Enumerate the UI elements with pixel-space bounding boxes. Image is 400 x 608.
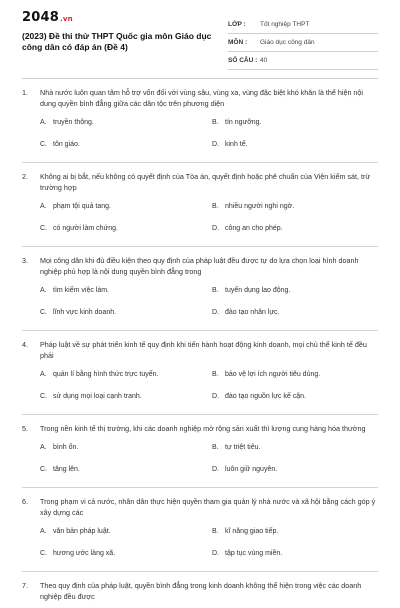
option-text: kĩ năng giao tiếp. xyxy=(225,528,279,535)
option-text: lĩnh vực kinh doanh. xyxy=(53,309,117,316)
question-number: 2. xyxy=(22,172,28,181)
meta-key: SỐ CÂU : xyxy=(228,57,258,64)
answer-option[interactable] xyxy=(40,521,212,543)
question-text: Mọi công dân khi đủ điều kiện theo quy định của pháp luật đều được tự do lựa chọn loại hình doanh nghiệp phù hợp là nội dung quyền bình đẳng trong xyxy=(40,256,359,276)
answer-options xyxy=(40,112,378,156)
answer-option[interactable] xyxy=(40,459,212,481)
question-item xyxy=(22,572,378,608)
option-letter: B. xyxy=(212,528,219,535)
answer-option[interactable] xyxy=(212,386,384,408)
answer-option[interactable] xyxy=(40,218,212,240)
option-letter: C. xyxy=(40,393,47,400)
question-number: 4. xyxy=(22,340,28,349)
answer-option[interactable] xyxy=(212,196,384,218)
option-letter: C. xyxy=(40,309,47,316)
answer-options xyxy=(40,280,378,324)
question-item xyxy=(22,331,378,415)
meta-key: LỚP : xyxy=(228,21,246,28)
option-letter: D. xyxy=(212,466,219,473)
option-letter: C. xyxy=(40,141,47,148)
question-list xyxy=(0,79,400,608)
option-text: đào tạo nguồn lực kế cận. xyxy=(225,393,306,400)
question-number: 5. xyxy=(22,424,28,433)
answer-option[interactable] xyxy=(212,521,384,543)
meta-value: Tốt nghiệp THPT xyxy=(260,21,310,28)
answer-option[interactable] xyxy=(212,218,384,240)
option-letter: B. xyxy=(212,119,219,126)
question-stem xyxy=(22,171,378,193)
option-letter: A. xyxy=(40,119,47,126)
option-text: công an cho phép. xyxy=(225,225,283,232)
meta-value: Giáo dục công dân xyxy=(260,39,315,46)
option-text: tuyển dụng lao động. xyxy=(225,287,291,294)
answer-option[interactable] xyxy=(212,459,384,481)
question-item xyxy=(22,415,378,488)
option-text: bảo vệ lợi ích người tiêu dùng. xyxy=(225,371,321,378)
answer-options xyxy=(40,196,378,240)
question-text: Trong phạm vi cả nước, nhân dân thực hiện quyền tham gia quản lý nhà nước và xã hội bằng cách góp ý xây dựng các xyxy=(40,497,376,517)
meta-key: MÔN : xyxy=(228,39,248,46)
question-stem xyxy=(22,423,378,434)
answer-option[interactable] xyxy=(40,112,212,134)
question-number: 1. xyxy=(22,88,28,97)
option-text: có người làm chứng. xyxy=(53,225,118,232)
question-text: Theo quy định của pháp luật, quyền bình đẳng trong kinh doanh không thể hiện trong việc các doanh nghiệp đều được xyxy=(40,581,362,601)
option-letter: D. xyxy=(212,309,219,316)
question-item xyxy=(22,247,378,331)
option-text: sử dụng mọi loại cạnh tranh. xyxy=(53,393,142,400)
answer-option[interactable] xyxy=(212,134,384,156)
option-letter: A. xyxy=(40,528,47,535)
question-stem xyxy=(22,87,378,109)
question-item xyxy=(22,79,378,163)
exam-meta xyxy=(228,16,378,78)
option-letter: D. xyxy=(212,550,219,557)
option-letter: A. xyxy=(40,444,47,451)
option-text: tăng lên. xyxy=(53,466,80,473)
answer-options xyxy=(40,521,378,565)
option-letter: B. xyxy=(212,287,219,294)
answer-option[interactable] xyxy=(212,302,384,324)
question-stem xyxy=(22,339,378,361)
header-left xyxy=(22,10,227,78)
option-text: hương ước làng xã. xyxy=(53,550,116,557)
question-item xyxy=(22,163,378,247)
question-number: 6. xyxy=(22,497,28,506)
option-text: đào tạo nhân lực. xyxy=(225,309,280,316)
option-letter: D. xyxy=(212,141,219,148)
answer-option[interactable] xyxy=(40,302,212,324)
option-letter: C. xyxy=(40,225,47,232)
option-letter: D. xyxy=(212,393,219,400)
option-text: bình ổn. xyxy=(53,444,79,451)
answer-option[interactable] xyxy=(40,280,212,302)
option-text: tín ngưỡng. xyxy=(225,119,262,126)
meta-value: 40 xyxy=(260,57,268,64)
option-letter: A. xyxy=(40,287,47,294)
answer-options xyxy=(40,437,378,481)
option-letter: A. xyxy=(40,371,47,378)
answer-option[interactable] xyxy=(40,543,212,565)
option-letter: C. xyxy=(40,466,47,473)
option-letter: A. xyxy=(40,203,47,210)
option-letter: B. xyxy=(212,203,219,210)
option-text: luôn giữ nguyên. xyxy=(225,466,278,473)
answer-option[interactable] xyxy=(40,364,212,386)
option-text: tìm kiếm việc làm. xyxy=(53,287,110,294)
answer-option[interactable] xyxy=(212,280,384,302)
option-text: tự triệt tiêu. xyxy=(225,444,261,451)
option-text: phạm tội quả tang. xyxy=(53,203,111,210)
question-text: Không ai bị bắt, nếu không có quyết định của Tòa án, quyết định hoặc phê chuẩn của Viện kiểm sát, trừ trường hợp xyxy=(40,172,371,192)
answer-options xyxy=(40,364,378,408)
answer-option[interactable] xyxy=(212,364,384,386)
option-text: tôn giáo. xyxy=(53,141,80,148)
question-text: Nhà nước luôn quan tâm hỗ trợ vốn đối với vùng sâu, vùng xa, vùng đặc biệt khó khăn là thể hiện nội dung quyền bình đẳng giữa các dân tộc trên phương diện xyxy=(40,88,364,108)
option-text: tập tục vùng miền. xyxy=(225,550,283,557)
option-letter: C. xyxy=(40,550,47,557)
meta-row-subject xyxy=(228,34,378,52)
question-stem xyxy=(22,580,378,602)
exam-title: (2023) Đề thi thử THPT Quốc gia môn Giáo dục công dân có đáp án (Đề 4) xyxy=(22,31,212,52)
option-letter: B. xyxy=(212,444,219,451)
option-text: nhiều người nghi ngờ. xyxy=(225,203,295,210)
answer-option[interactable] xyxy=(40,134,212,156)
question-text: Trong nền kinh tế thị trường, khi các doanh nghiệp mở rộng sản xuất thì lượng cung hàng hóa thường xyxy=(40,424,366,433)
option-text: kinh tế. xyxy=(225,141,248,148)
answer-option[interactable] xyxy=(212,112,384,134)
question-number: 3. xyxy=(22,256,28,265)
answer-option[interactable] xyxy=(40,196,212,218)
answer-option[interactable] xyxy=(40,437,212,459)
answer-option[interactable] xyxy=(212,437,384,459)
question-item xyxy=(22,488,378,572)
answer-option[interactable] xyxy=(40,386,212,408)
question-text: Pháp luật về sự phát triển kinh tế quy định khi tiến hành hoạt động kinh doanh, mọi chủ thể kinh tế đều phải xyxy=(40,340,367,360)
option-text: văn bản pháp luật. xyxy=(53,528,111,535)
option-text: truyền thông. xyxy=(53,119,94,126)
header xyxy=(0,0,400,78)
meta-row-class xyxy=(228,16,378,34)
option-letter: B. xyxy=(212,371,219,378)
option-text: quản lí bằng hình thức trực tuyến. xyxy=(53,371,159,378)
site-logo[interactable]: 2048.vn xyxy=(22,10,73,25)
question-stem xyxy=(22,496,378,518)
question-number: 7. xyxy=(22,581,28,590)
answer-option[interactable] xyxy=(212,543,384,565)
question-stem xyxy=(22,255,378,277)
option-letter: D. xyxy=(212,225,219,232)
meta-row-count xyxy=(228,52,378,70)
